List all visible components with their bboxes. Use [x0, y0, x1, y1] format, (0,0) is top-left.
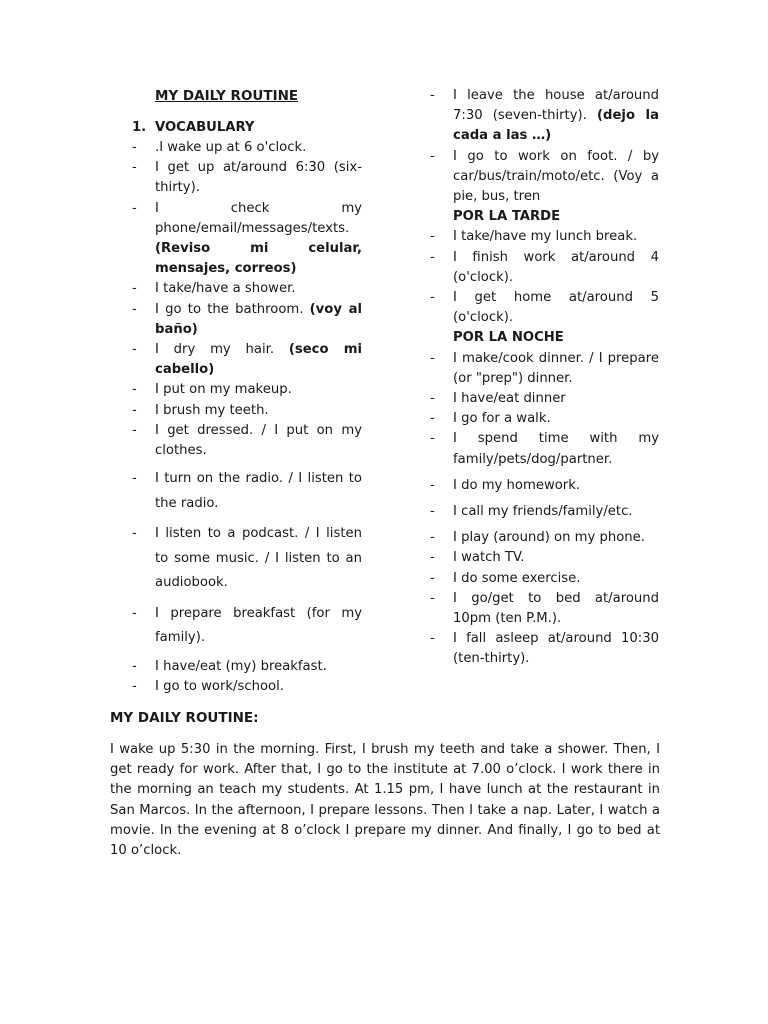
list-dash: -: [132, 605, 137, 621]
list-item-text: [155, 657, 362, 677]
item-text: I get dressed. / I put on my clothes.: [155, 422, 362, 459]
list-item: [430, 349, 659, 389]
list-dash: -: [430, 590, 435, 606]
list-dash: -: [430, 229, 435, 245]
list-dash: -: [430, 570, 435, 586]
page-title: MY DAILY ROUTINE: [155, 88, 299, 104]
list-item: [132, 380, 362, 400]
item-text: I have/eat dinner: [453, 391, 566, 407]
list-item-text: [155, 602, 362, 651]
item-text: I take/have my lunch break.: [453, 229, 638, 245]
list-dash: -: [132, 678, 137, 694]
list-dash: -: [430, 477, 435, 493]
list-item-text: [155, 522, 362, 596]
item-translation: (voy al baño): [155, 301, 362, 337]
list-item-text: [453, 349, 659, 389]
vocabulary-list: [132, 138, 362, 697]
list-item: [132, 677, 362, 697]
list-item: [430, 528, 659, 548]
paragraph-body: I wake up 5:30 in the morning. First, I brush my teeth and take a shower. Then, I get ready for work. After that, I go to the institute at 7.00 o’clock. I work there in the morning an teach my students. At 1.15 pm, I have lunch at the restaurant in San Marcos. In the afternoon, I prepare lessons. Then I take a nap. Later, I watch a movie. In the evening at 8 o’clock I prepare my dinner. And finally, I go to bed at 10 o’clock.: [110, 742, 660, 859]
item-text: I have/eat (my) breakfast.: [155, 658, 327, 674]
item-text: I finish work at/around 4 (o'clock).: [453, 249, 659, 285]
item-text: I brush my teeth.: [155, 402, 269, 418]
item-text: I put on my makeup.: [155, 382, 292, 398]
list-item-text: [453, 589, 659, 629]
list-item-text: [155, 421, 362, 461]
list-dash: -: [430, 631, 435, 647]
list-item: [430, 227, 659, 247]
item-text: I watch TV.: [453, 550, 525, 566]
list-item: [132, 467, 362, 516]
list-dash: -: [132, 422, 137, 438]
list-item-text: [155, 138, 362, 158]
left-column: [132, 86, 362, 697]
list-item-text: [453, 429, 659, 469]
list-item-text: [453, 86, 659, 147]
item-text: I fall asleep at/around 10:30 (ten-thirty).: [453, 631, 659, 667]
list-item-text: [453, 147, 659, 208]
list-item-text: [453, 248, 659, 288]
morning-list: [430, 86, 659, 207]
list-dash: -: [430, 530, 435, 546]
list-dash: -: [430, 550, 435, 566]
list-item: [430, 589, 659, 629]
list-item-text: [155, 158, 362, 198]
list-item: [430, 389, 659, 409]
item-text: I listen to a podcast. / I listen to some music. / I listen to an audiobook.: [155, 526, 362, 591]
list-item-text: [453, 288, 659, 328]
list-dash: -: [430, 249, 435, 265]
list-dash: -: [430, 411, 435, 427]
list-dash: -: [132, 471, 137, 487]
list-dash: -: [430, 148, 435, 164]
list-item-text: [155, 199, 362, 280]
list-item-text: [453, 389, 659, 409]
list-item: [430, 147, 659, 208]
night-heading: POR LA NOCHE: [453, 330, 564, 346]
list-item: [430, 548, 659, 568]
routine-paragraph-section: [110, 708, 660, 861]
item-text: I go to the bathroom.: [155, 301, 304, 317]
list-dash: -: [132, 658, 137, 674]
list-item: [430, 629, 659, 669]
night-list: [430, 349, 659, 670]
list-dash: -: [430, 391, 435, 407]
item-text: I make/cook dinner. / I prepare (or "prep") dinner.: [453, 350, 659, 386]
list-item: [132, 158, 362, 198]
right-column: [430, 86, 659, 670]
item-text: I take/have a shower.: [155, 281, 296, 297]
list-item-text: [453, 569, 659, 589]
list-item-text: [453, 548, 659, 568]
list-dash: -: [132, 160, 137, 176]
list-item-text: [155, 279, 362, 299]
list-item: [430, 248, 659, 288]
list-item: [430, 429, 659, 469]
list-item: [430, 569, 659, 589]
item-translation: (Reviso mi celular, mensajes, correos): [155, 241, 362, 277]
afternoon-heading: POR LA TARDE: [453, 209, 561, 225]
list-item: [132, 657, 362, 677]
list-item-text: [155, 300, 362, 340]
item-text: I dry my hair.: [155, 342, 275, 358]
item-text: I go for a walk.: [453, 411, 551, 427]
list-item: [430, 476, 659, 496]
list-item: [132, 199, 362, 280]
section-number: 1.: [132, 120, 147, 135]
list-item-text: [453, 629, 659, 669]
list-dash: -: [132, 200, 137, 216]
list-item-text: [155, 340, 362, 380]
list-item: [132, 401, 362, 421]
section-title: VOCABULARY: [155, 120, 255, 135]
item-text: I do some exercise.: [453, 570, 581, 586]
list-item-text: [453, 502, 659, 522]
list-item-text: [155, 380, 362, 400]
list-dash: -: [430, 88, 435, 103]
list-dash: -: [132, 281, 137, 297]
item-text: I get up at/around 6:30 (six-thirty).: [155, 160, 362, 196]
list-item: [132, 340, 362, 380]
item-text: I turn on the radio. / I listen to the radio.: [155, 471, 362, 511]
paragraph-heading: MY DAILY ROUTINE:: [110, 710, 259, 726]
list-dash: -: [430, 504, 435, 520]
item-text: I go to work/school.: [155, 678, 284, 694]
list-item: [132, 300, 362, 340]
list-dash: -: [132, 140, 137, 155]
vocabulary-heading: [132, 118, 362, 138]
list-item: [132, 138, 362, 158]
item-text: I do my homework.: [453, 477, 581, 493]
list-item: [430, 288, 659, 328]
list-item: [132, 522, 362, 596]
item-text: I spend time with my family/pets/dog/partner.: [453, 431, 659, 467]
list-dash: -: [132, 402, 137, 418]
item-text: .I wake up at 6 o'clock.: [155, 140, 307, 155]
list-item: [132, 602, 362, 651]
item-text: I go to work on foot. / by car/bus/train/moto/etc. (Voy a pie, bus, tren: [453, 148, 659, 205]
list-item: [132, 421, 362, 461]
item-text: I leave the house at/around 7:30 (seven-thirty).: [453, 88, 659, 124]
item-text: I get home at/around 5 (o'clock).: [453, 290, 659, 326]
list-item-text: [453, 227, 659, 247]
list-item-text: [155, 677, 362, 697]
list-dash: -: [430, 290, 435, 306]
list-dash: -: [132, 526, 137, 542]
list-item-text: [453, 528, 659, 548]
list-item: [132, 279, 362, 299]
item-text: I prepare breakfast (for my family).: [155, 605, 362, 646]
afternoon-list: [430, 227, 659, 328]
list-item-text: [453, 476, 659, 496]
list-dash: -: [132, 301, 137, 317]
item-text: I play (around) on my phone.: [453, 530, 645, 546]
list-item: [430, 86, 659, 147]
list-item-text: [155, 467, 362, 516]
list-item: [430, 502, 659, 522]
list-item: [430, 409, 659, 429]
list-item-text: [155, 401, 362, 421]
item-translation: (seco mi cabello): [155, 342, 362, 378]
item-text: I call my friends/family/etc.: [453, 504, 633, 520]
item-text: I go/get to bed at/around 10pm (ten P.M.).: [453, 590, 659, 627]
item-translation: (dejo la cada a las …): [453, 108, 659, 144]
list-item-text: [453, 409, 659, 429]
list-dash: -: [132, 342, 137, 358]
list-dash: -: [430, 350, 435, 366]
list-dash: -: [430, 431, 435, 447]
list-dash: -: [132, 382, 137, 398]
item-text: I check my phone/email/messages/texts.: [155, 200, 362, 236]
